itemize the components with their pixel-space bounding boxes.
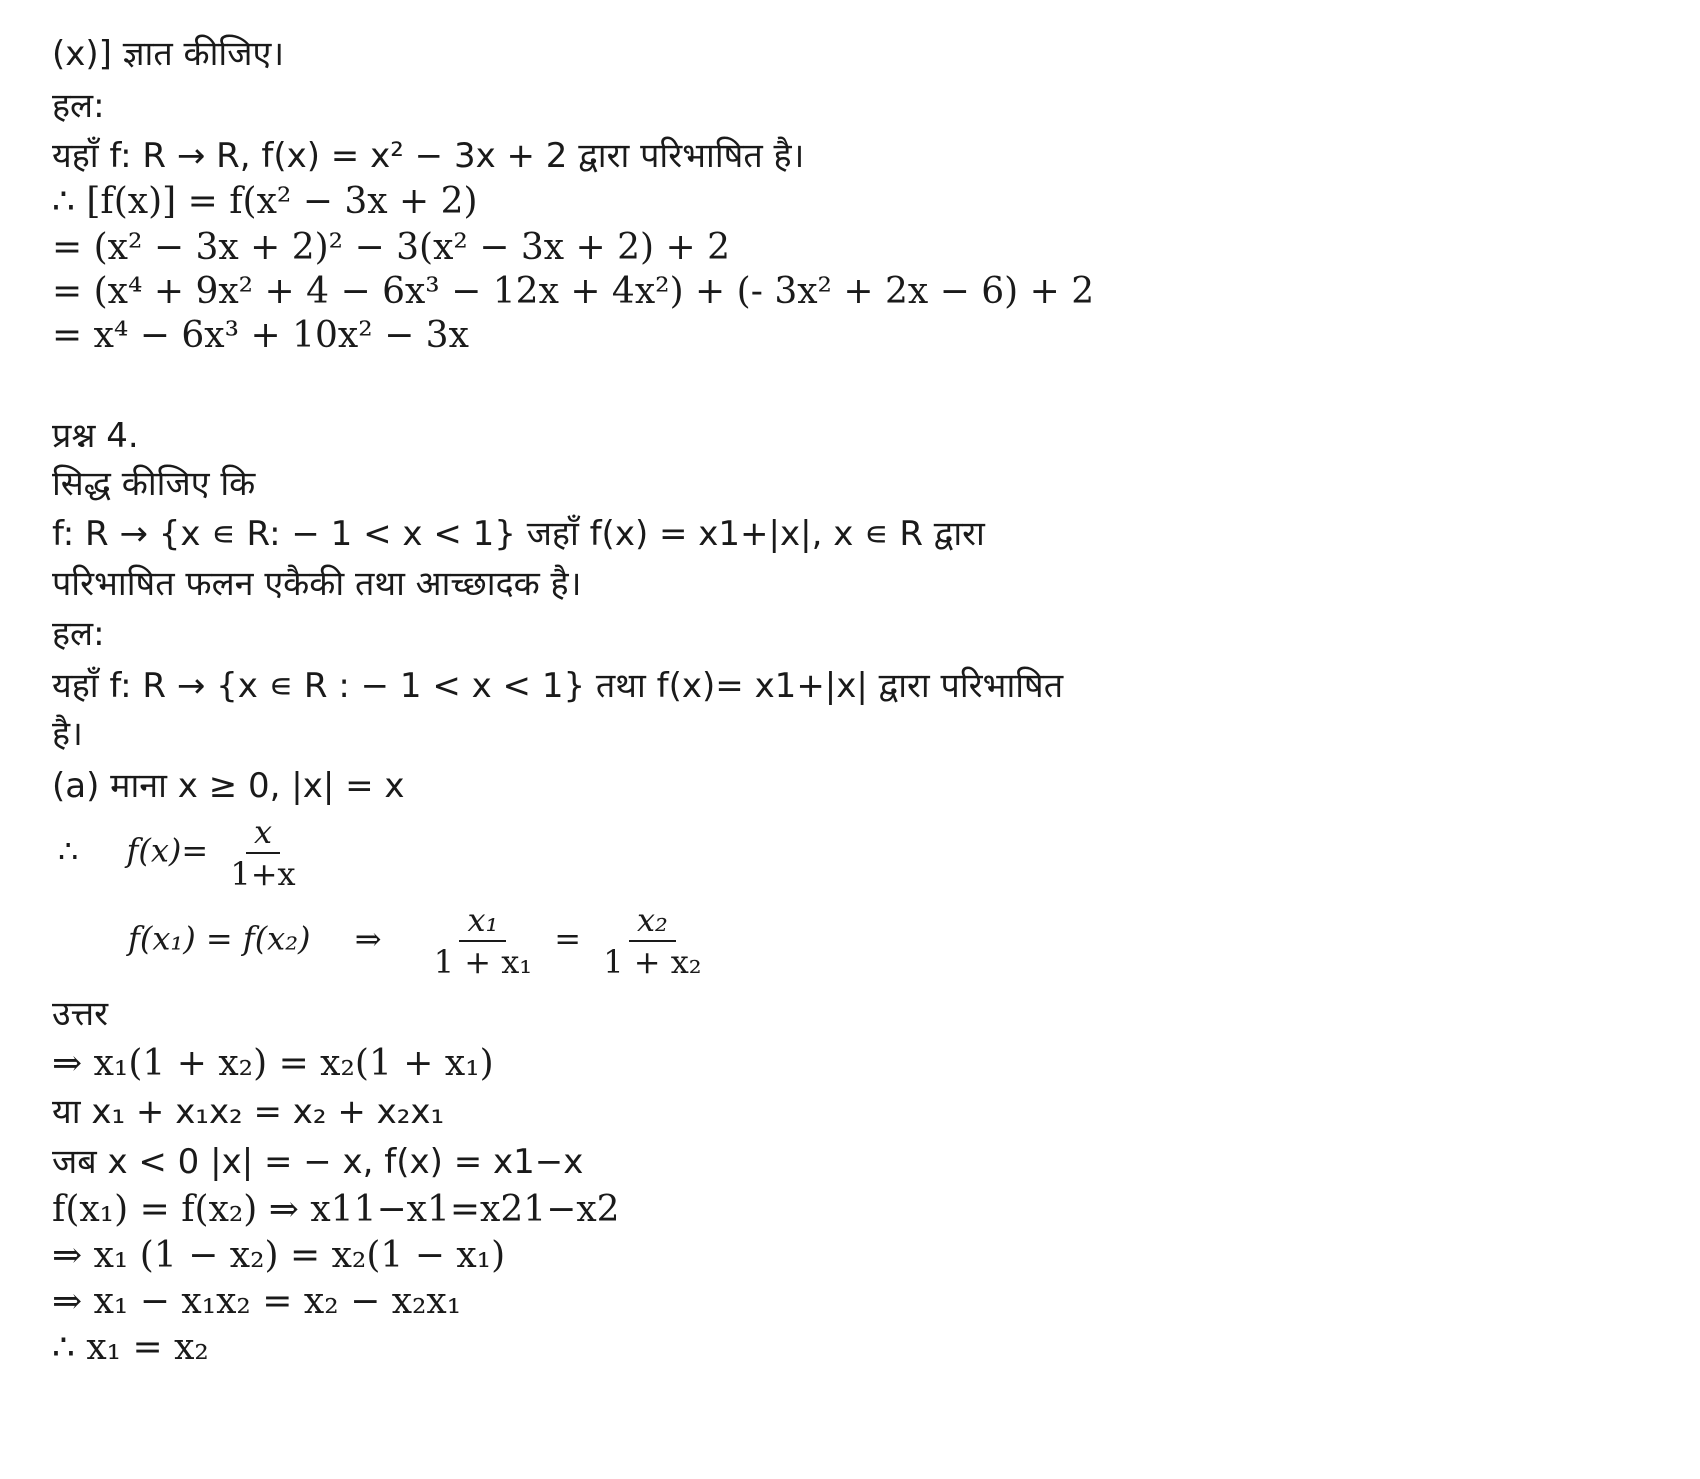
formula-lhs: f(x₁) = f(x₂): [128, 919, 311, 958]
text-line: सिद्ध कीजिए कि: [52, 464, 256, 504]
fraction: [595, 902, 709, 980]
equals-symbol: =: [554, 919, 582, 958]
formula-lhs: f(x)=: [126, 831, 209, 870]
math-line: ⇒ x₁ (1 − x₂) = x₂(1 − x₁): [52, 1235, 506, 1276]
implies-symbol: ⇒: [354, 919, 382, 958]
fraction: [222, 814, 303, 892]
math-line: = (x² − 3x + 2)² − 3(x² − 3x + 2) + 2: [52, 227, 731, 268]
text-line: यहाँ f: R → R, f(x) = x² − 3x + 2 द्वारा परिभाषित है।: [52, 136, 805, 176]
fraction: [426, 902, 540, 980]
math-line: ∴ x₁ = x₂: [52, 1327, 209, 1368]
math-line: = x⁴ − 6x³ + 10x² − 3x: [52, 315, 469, 356]
answer-heading: उत्तर: [52, 994, 109, 1034]
formula-fx: [58, 814, 308, 892]
fraction-numerator: x₁: [459, 902, 506, 942]
fraction-numerator: x: [246, 814, 280, 854]
text-line: है।: [52, 714, 83, 754]
math-line: f(x₁) = f(x₂) ⇒ x11−x1=x21−x2: [52, 1189, 620, 1230]
text-line: f: R → {x ∊ R: − 1 < x < 1} जहाँ f(x) = x1+|x|, x ∊ R द्वारा: [52, 514, 985, 554]
fraction-denominator: 1 + x₁: [433, 943, 533, 981]
text-line: (x)] ज्ञात कीजिए।: [52, 34, 285, 74]
fraction-denominator: 1 + x₂: [603, 943, 702, 981]
solution-heading: हल:: [52, 614, 105, 654]
solution-heading: हल:: [52, 86, 105, 126]
math-line: ⇒ x₁(1 + x₂) = x₂(1 + x₁): [52, 1043, 494, 1084]
text-line: या x₁ + x₁x₂ = x₂ + x₂x₁: [52, 1092, 445, 1132]
text-line: यहाँ f: R → {x ∊ R : − 1 < x < 1} तथा f(x)= x1+|x| द्वारा परिभाषित: [52, 666, 1064, 706]
question-heading: प्रश्न 4.: [52, 416, 139, 456]
text-line: जब x < 0 |x| = − x, f(x) = x1−x: [52, 1142, 584, 1182]
fraction-denominator: 1+x: [230, 855, 296, 893]
text-line: (a) माना x ≥ 0, |x| = x: [52, 766, 405, 806]
therefore-symbol: ∴: [58, 831, 79, 870]
math-line: ⇒ x₁ − x₁x₂ = x₂ − x₂x₁: [52, 1281, 462, 1322]
fraction-numerator: x₂: [629, 902, 676, 942]
formula-one-one: [128, 902, 714, 980]
text-line: परिभाषित फलन एकैकी तथा आच्छादक है।: [52, 564, 582, 604]
math-line: = (x⁴ + 9x² + 4 − 6x³ − 12x + 4x²) + (- 3x² + 2x − 6) + 2: [52, 271, 1095, 312]
math-line: ∴ [f(x)] = f(x² − 3x + 2): [52, 181, 478, 222]
